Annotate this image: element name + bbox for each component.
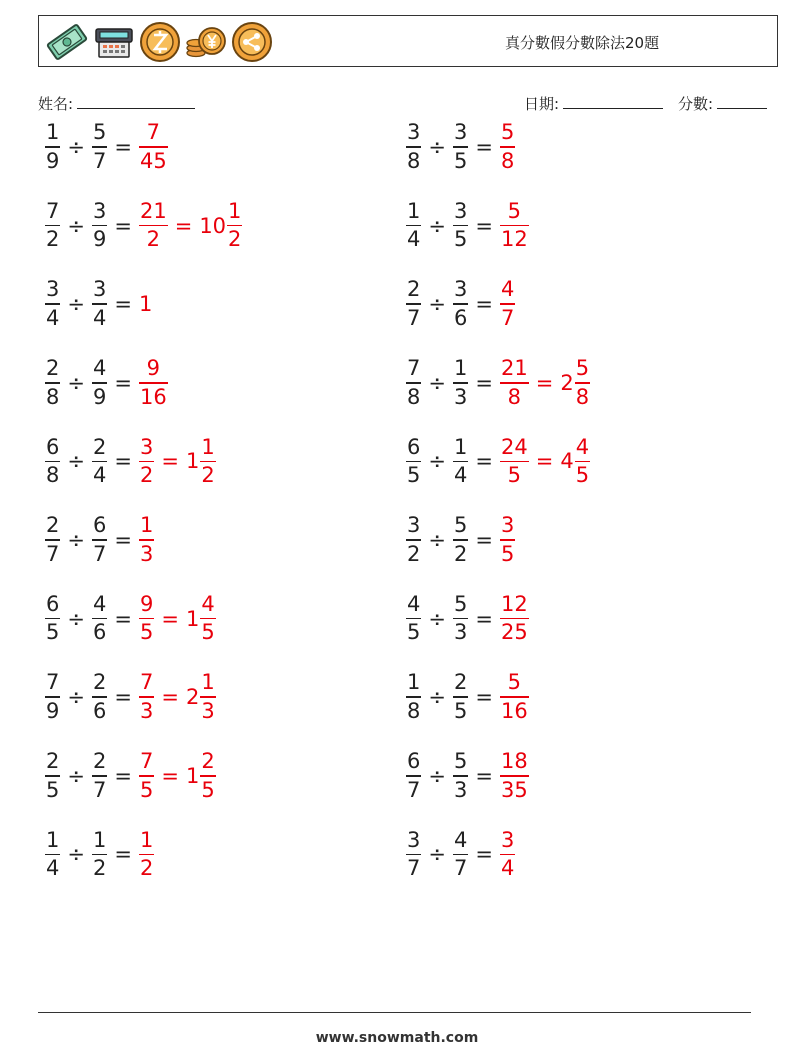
- divide-sign: ÷: [428, 449, 446, 474]
- denominator: 5: [507, 463, 522, 488]
- numerator: 21: [500, 356, 528, 381]
- date-label: 日期:: [524, 95, 560, 113]
- header-icons: [45, 21, 273, 63]
- numerator: 3: [92, 198, 107, 223]
- problem-row: [406, 746, 529, 806]
- numerator: 5: [453, 591, 468, 616]
- denominator: 7: [92, 148, 107, 173]
- denominator: 2: [453, 541, 468, 566]
- numerator: 9: [146, 356, 161, 381]
- numerator: 7: [46, 670, 60, 695]
- problem-row: [406, 196, 529, 256]
- dividend-fraction: [45, 358, 60, 408]
- denominator: 2: [46, 227, 60, 252]
- problem-row: [45, 589, 216, 649]
- numerator: 2: [92, 434, 107, 459]
- denominator: 5: [453, 148, 468, 173]
- divisor-fraction: [453, 122, 468, 172]
- numerator: 3: [92, 277, 107, 302]
- divisor-fraction: [453, 591, 468, 645]
- mixed-fraction: [227, 198, 242, 252]
- equals-sign: =: [475, 213, 493, 238]
- divisor-fraction: [453, 434, 468, 488]
- numerator: 4: [575, 434, 590, 459]
- answer-fraction: [500, 358, 529, 408]
- numerator: 1: [453, 356, 468, 381]
- problem-row: [406, 431, 590, 491]
- dividend-fraction: [45, 279, 60, 329]
- equals-sign: =: [114, 685, 132, 710]
- divisor-fraction: [92, 515, 107, 565]
- equals-sign: =: [114, 213, 132, 238]
- numerator: 7: [146, 120, 161, 145]
- denominator: 4: [46, 856, 60, 881]
- yen-coins-icon: [185, 22, 227, 62]
- equals-sign: =: [114, 842, 132, 867]
- answer-fraction: [500, 591, 529, 645]
- problem-row: [45, 431, 216, 491]
- answer-fraction: [139, 358, 168, 408]
- dividend-fraction: [406, 279, 421, 329]
- denominator: 2: [139, 463, 154, 488]
- denominator: 2: [92, 856, 107, 881]
- numerator: 4: [92, 356, 107, 381]
- answer-fraction: [500, 751, 529, 801]
- numerator: 2: [92, 670, 107, 695]
- denominator: 4: [92, 305, 107, 330]
- divisor-fraction: [453, 279, 468, 329]
- denominator: 2: [146, 227, 161, 252]
- denominator: 8: [407, 384, 421, 409]
- numerator: 3: [46, 277, 60, 302]
- denominator: 4: [92, 463, 107, 488]
- numerator: 21: [139, 198, 167, 223]
- dividend-fraction: [45, 122, 60, 172]
- denominator: 5: [46, 620, 60, 645]
- numerator: 6: [46, 434, 60, 459]
- denominator: 5: [139, 777, 154, 802]
- divisor-fraction: [92, 591, 107, 645]
- divisor-fraction: [453, 827, 468, 881]
- denominator: 3: [139, 698, 154, 723]
- numerator: 2: [453, 670, 468, 695]
- numerator: 1: [201, 434, 215, 459]
- denominator: 5: [201, 777, 215, 802]
- denominator: 3: [453, 620, 468, 645]
- divide-sign: ÷: [67, 763, 85, 788]
- numerator: 3: [407, 120, 421, 145]
- answer-fraction: [139, 827, 154, 881]
- answer-fraction: [139, 515, 154, 565]
- divide-sign: ÷: [67, 606, 85, 631]
- problem-row: [45, 510, 154, 570]
- numerator: 5: [507, 198, 522, 223]
- mixed-fraction: [200, 434, 215, 488]
- problem-row: [45, 824, 154, 884]
- numerator: 1: [407, 670, 421, 695]
- numerator: 5: [453, 513, 468, 538]
- denominator: 4: [453, 463, 468, 488]
- denominator: 8: [575, 384, 590, 409]
- numerator: 3: [453, 120, 468, 145]
- numerator: 1: [139, 827, 154, 852]
- numerator: 3: [407, 827, 421, 852]
- mixed-fraction: [575, 434, 590, 488]
- denominator: 5: [453, 227, 468, 252]
- problem-row: [406, 589, 529, 649]
- denominator: 8: [46, 384, 60, 409]
- dividend-fraction: [45, 434, 60, 488]
- equals-sign: =: [475, 842, 493, 867]
- numerator: 6: [92, 513, 107, 538]
- divisor-fraction: [92, 827, 107, 881]
- denominator: 7: [407, 305, 421, 330]
- denominator: 3: [453, 384, 468, 409]
- mixed-whole: 1: [185, 763, 200, 788]
- answer-fraction: [500, 122, 515, 172]
- numerator: 2: [46, 356, 60, 381]
- numerator: 5: [453, 749, 468, 774]
- divisor-fraction: [92, 751, 107, 801]
- denominator: 7: [46, 541, 60, 566]
- equals-sign: =: [475, 606, 493, 631]
- equals-sign: =: [161, 685, 179, 710]
- problem-row: [45, 117, 168, 177]
- mixed-fraction: [200, 672, 215, 722]
- denominator: 8: [407, 148, 421, 173]
- numerator: 1: [453, 434, 468, 459]
- dividend-fraction: [406, 591, 421, 645]
- numerator: 3: [453, 198, 468, 223]
- dividend-fraction: [406, 515, 421, 565]
- denominator: 4: [407, 227, 421, 252]
- divisor-fraction: [92, 672, 107, 722]
- numerator: 7: [46, 198, 60, 223]
- divide-sign: ÷: [67, 135, 85, 159]
- denominator: 7: [453, 856, 468, 881]
- denominator: 9: [92, 384, 107, 409]
- denominator: 9: [46, 148, 60, 173]
- numerator: 1: [46, 827, 60, 852]
- dividend-fraction: [45, 198, 60, 252]
- numerator: 9: [139, 591, 154, 616]
- equals-sign: =: [114, 135, 132, 159]
- dividend-fraction: [45, 515, 60, 565]
- mixed-whole: 1: [185, 606, 200, 631]
- name-label: 姓名:: [38, 95, 74, 113]
- answer-fraction: [500, 279, 515, 329]
- divisor-fraction: [92, 358, 107, 408]
- date-field: [524, 93, 663, 114]
- denominator: 6: [453, 305, 468, 330]
- divide-sign: ÷: [428, 606, 446, 631]
- denominator: 9: [92, 227, 107, 252]
- answer-fraction: [139, 434, 154, 488]
- score-blank[interactable]: [717, 108, 767, 109]
- divide-sign: ÷: [67, 292, 85, 317]
- answer-fraction: [500, 672, 529, 722]
- numerator: 4: [500, 277, 515, 302]
- equals-sign: =: [475, 449, 493, 474]
- denominator: 8: [46, 463, 60, 488]
- answer-whole: 1: [138, 292, 153, 317]
- answer-fraction: [139, 122, 168, 172]
- numerator: 6: [46, 591, 60, 616]
- dividend-fraction: [406, 672, 421, 722]
- dividend-fraction: [406, 751, 421, 801]
- numerator: 1: [139, 513, 154, 538]
- problem-row: [45, 274, 152, 334]
- denominator: 7: [92, 777, 107, 802]
- denominator: 4: [500, 856, 515, 881]
- denominator: 5: [575, 463, 590, 488]
- denominator: 2: [228, 227, 242, 252]
- divide-sign: ÷: [428, 842, 446, 867]
- denominator: 3: [139, 541, 154, 566]
- numerator: 2: [46, 513, 60, 538]
- denominator: 45: [139, 148, 167, 173]
- denominator: 7: [407, 777, 421, 802]
- denominator: 7: [407, 856, 421, 881]
- divisor-fraction: [92, 434, 107, 488]
- denominator: 8: [500, 148, 515, 173]
- answer-fraction: [139, 591, 154, 645]
- mixed-fraction: [575, 358, 590, 408]
- equals-sign: =: [535, 449, 554, 474]
- denominator: 35: [500, 777, 528, 802]
- divisor-fraction: [453, 198, 468, 252]
- denominator: 3: [453, 777, 468, 802]
- numerator: 3: [453, 277, 468, 302]
- divisor-fraction: [92, 198, 107, 252]
- share-coin-icon: [231, 21, 273, 63]
- denominator: 5: [407, 620, 421, 645]
- dividend-fraction: [45, 591, 60, 645]
- banknote-icon: [45, 22, 89, 62]
- numerator: 24: [500, 434, 528, 459]
- divisor-fraction: [453, 358, 468, 408]
- problem-row: [45, 353, 168, 413]
- answer-fraction: [139, 198, 168, 252]
- equals-sign: =: [475, 370, 493, 395]
- problem-row: [406, 824, 515, 884]
- equals-sign: =: [161, 606, 179, 631]
- denominator: 8: [407, 698, 421, 723]
- numerator: 6: [407, 749, 421, 774]
- numerator: 3: [500, 827, 515, 852]
- numerator: 7: [139, 670, 154, 695]
- divide-sign: ÷: [428, 135, 446, 159]
- denominator: 2: [139, 856, 154, 881]
- denominator: 7: [500, 305, 515, 330]
- name-blank[interactable]: [77, 108, 195, 109]
- equals-sign: =: [114, 449, 132, 474]
- denominator: 6: [92, 698, 107, 723]
- footer-divider: [38, 1012, 751, 1013]
- mixed-whole: 1: [185, 449, 200, 474]
- worksheet-title: 真分數假分數除法20題: [505, 34, 660, 52]
- problem-row: [406, 353, 590, 413]
- mixed-whole: 4: [560, 449, 574, 474]
- equals-sign: =: [114, 528, 132, 552]
- equals-sign: =: [114, 370, 132, 395]
- divide-sign: ÷: [428, 528, 446, 552]
- dividend-fraction: [45, 827, 60, 881]
- denominator: 12: [500, 227, 528, 252]
- numerator: 1: [407, 198, 421, 223]
- equals-sign: =: [475, 685, 493, 710]
- numerator: 1: [46, 120, 60, 145]
- denominator: 4: [46, 305, 60, 330]
- problem-row: [45, 196, 242, 256]
- divide-sign: ÷: [67, 370, 85, 395]
- answer-fraction: [139, 751, 154, 801]
- date-blank[interactable]: [563, 108, 663, 109]
- denominator: 16: [500, 698, 528, 723]
- denominator: 5: [453, 698, 468, 723]
- answer-fraction: [500, 827, 515, 881]
- numerator: 7: [139, 749, 154, 774]
- equals-sign: =: [114, 606, 132, 631]
- header-box: [38, 15, 778, 67]
- problem-row: [45, 746, 216, 806]
- denominator: 9: [46, 698, 60, 723]
- dividend-fraction: [45, 751, 60, 801]
- numerator: 2: [201, 749, 215, 774]
- footer-url: www.snowmath.com: [315, 1030, 479, 1046]
- divide-sign: ÷: [67, 685, 85, 710]
- problem-row: [406, 117, 515, 177]
- z-coin-icon: [139, 21, 181, 63]
- dividend-fraction: [45, 672, 60, 722]
- equals-sign: =: [161, 449, 179, 474]
- numerator: 6: [407, 434, 421, 459]
- problem-row: [406, 274, 515, 334]
- equals-sign: =: [475, 528, 493, 552]
- numerator: 5: [575, 356, 590, 381]
- numerator: 5: [507, 670, 522, 695]
- numerator: 4: [201, 591, 215, 616]
- denominator: 5: [201, 620, 215, 645]
- denominator: 2: [407, 541, 421, 566]
- answer-fraction: [500, 434, 529, 488]
- numerator: 3: [500, 513, 515, 538]
- dividend-fraction: [406, 122, 421, 172]
- mixed-whole: 10: [199, 213, 227, 238]
- denominator: 5: [139, 620, 154, 645]
- numerator: 3: [407, 513, 421, 538]
- denominator: 25: [500, 620, 528, 645]
- numerator: 2: [46, 749, 60, 774]
- problem-row: [406, 667, 529, 727]
- divisor-fraction: [92, 122, 107, 172]
- answer-fraction: [500, 515, 515, 565]
- numerator: 1: [92, 827, 107, 852]
- numerator: 2: [407, 277, 421, 302]
- numerator: 12: [500, 591, 528, 616]
- equals-sign: =: [475, 135, 493, 159]
- divide-sign: ÷: [428, 370, 446, 395]
- problem-row: [406, 510, 515, 570]
- numerator: 18: [500, 749, 528, 774]
- denominator: 16: [139, 384, 167, 409]
- answer-fraction: [139, 672, 154, 722]
- divisor-fraction: [453, 751, 468, 801]
- score-field: [678, 93, 767, 114]
- denominator: 2: [201, 463, 215, 488]
- numerator: 4: [453, 827, 468, 852]
- divisor-fraction: [92, 279, 107, 329]
- divisor-fraction: [453, 515, 468, 565]
- name-field: [38, 93, 195, 114]
- divisor-fraction: [453, 672, 468, 722]
- divide-sign: ÷: [428, 213, 446, 238]
- denominator: 6: [92, 620, 107, 645]
- mixed-whole: 2: [560, 370, 574, 395]
- divide-sign: ÷: [67, 842, 85, 867]
- cash-register-icon: [93, 22, 135, 62]
- mixed-whole: 2: [185, 685, 200, 710]
- divide-sign: ÷: [67, 528, 85, 552]
- dividend-fraction: [406, 827, 421, 881]
- equals-sign: =: [114, 763, 132, 788]
- denominator: 5: [46, 777, 60, 802]
- answer-fraction: [500, 198, 529, 252]
- divide-sign: ÷: [428, 292, 446, 317]
- mixed-fraction: [200, 751, 215, 801]
- numerator: 3: [139, 434, 154, 459]
- numerator: 4: [407, 591, 421, 616]
- dividend-fraction: [406, 358, 421, 408]
- divide-sign: ÷: [428, 685, 446, 710]
- numerator: 5: [500, 120, 515, 145]
- divide-sign: ÷: [67, 449, 85, 474]
- equals-sign: =: [114, 292, 132, 317]
- denominator: 7: [92, 541, 107, 566]
- denominator: 3: [201, 698, 215, 723]
- equals-sign: =: [475, 292, 493, 317]
- numerator: 5: [92, 120, 107, 145]
- mixed-fraction: [200, 591, 215, 645]
- denominator: 8: [507, 384, 522, 409]
- denominator: 5: [407, 463, 421, 488]
- numerator: 2: [92, 749, 107, 774]
- divide-sign: ÷: [67, 213, 85, 238]
- divide-sign: ÷: [428, 763, 446, 788]
- numerator: 4: [92, 591, 107, 616]
- numerator: 7: [407, 356, 421, 381]
- dividend-fraction: [406, 198, 421, 252]
- problem-row: [45, 667, 216, 727]
- equals-sign: =: [161, 763, 179, 788]
- equals-sign: =: [174, 213, 193, 238]
- equals-sign: =: [535, 370, 554, 395]
- denominator: 5: [500, 541, 515, 566]
- dividend-fraction: [406, 434, 421, 488]
- numerator: 1: [201, 670, 215, 695]
- equals-sign: =: [475, 763, 493, 788]
- score-label: 分數:: [678, 95, 714, 113]
- numerator: 1: [228, 198, 242, 223]
